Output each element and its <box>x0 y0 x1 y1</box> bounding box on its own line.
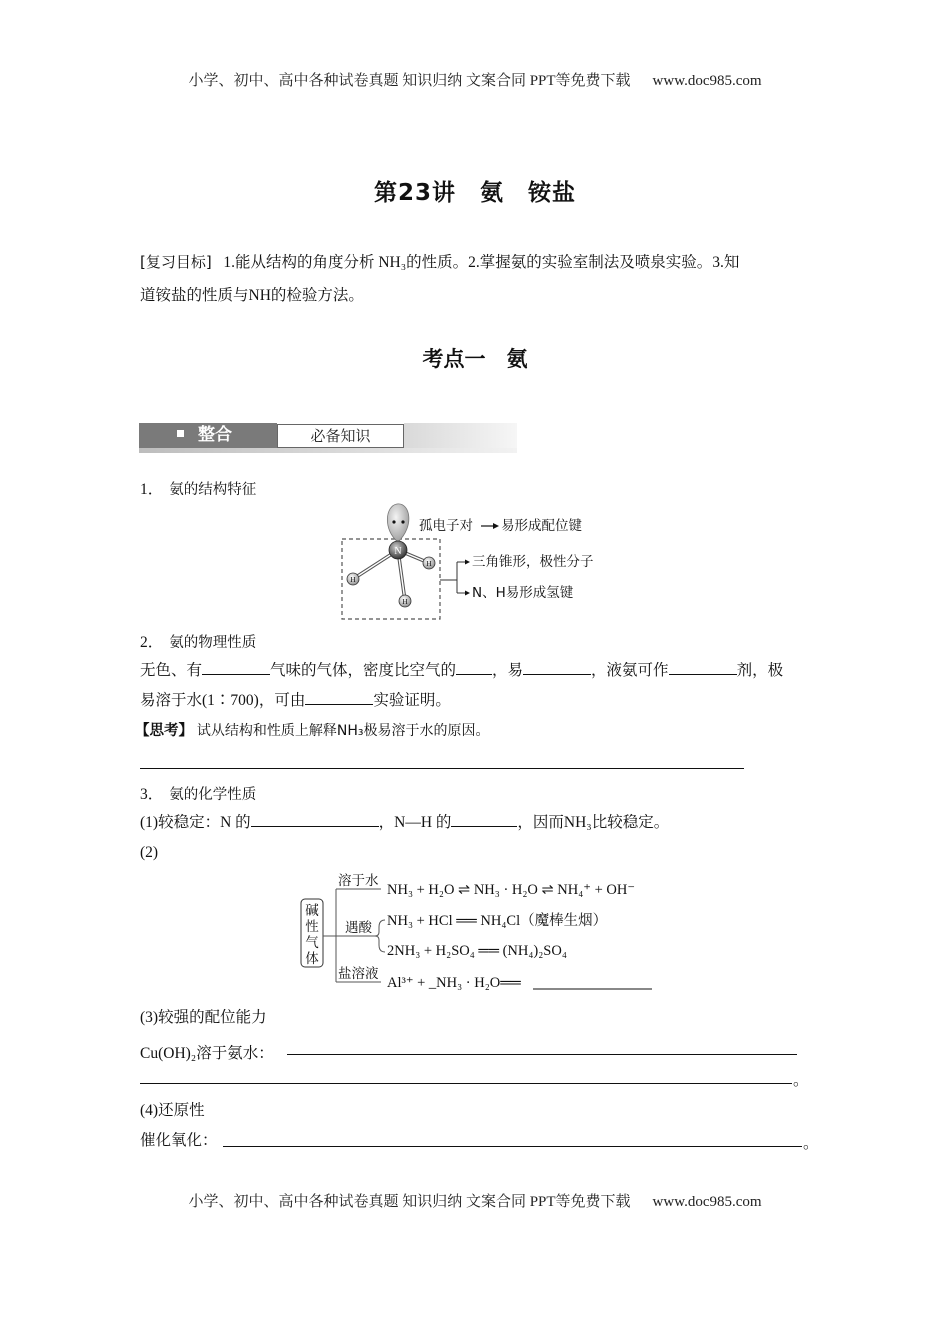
think-text: 试从结构和性质上解释NH₃极易溶于水的原因。 <box>196 723 490 739</box>
text: ，液氨可作 <box>591 662 669 679</box>
heading-text: 氨的化学性质 <box>169 787 257 803</box>
footer-text: 小学、初中、高中各种试卷真题 知识归纳 文案合同 PPT等免费下载 <box>188 1194 631 1210</box>
equation-acid-h2so4: 2NH₃ + H₂SO₄ ══ (NH₄)₂SO₄ <box>387 943 567 959</box>
banner-underline <box>139 448 517 453</box>
root-char: 碱 <box>305 903 319 919</box>
lone-pair-result-label: 易形成配位键 <box>501 518 582 534</box>
cuoh2-label: Cu(OH)₂溶于氨水： <box>140 1045 274 1062</box>
item-4-label: (4)还原性 <box>140 1102 205 1119</box>
review-goals-label: [复习目标] <box>140 253 212 271</box>
section-title: 考点一 氨 <box>422 347 528 371</box>
ammonia-structure-figure <box>335 500 635 625</box>
answer-line-cuoh2-cont[interactable] <box>140 1083 792 1084</box>
arrow-right-icon <box>465 591 470 596</box>
svg-text:H: H <box>350 575 356 584</box>
text: 实验证明。 <box>373 692 451 709</box>
blank-density[interactable] <box>456 659 492 675</box>
page-footer <box>0 1190 950 1211</box>
heading-text: 氨的结构特征 <box>169 482 257 498</box>
footer-url[interactable]: www.doc985.com <box>652 1194 762 1210</box>
item-3-label: (3)较强的配位能力 <box>140 1009 267 1026</box>
header-url[interactable]: www.doc985.com <box>652 73 762 89</box>
item-2-label: (2) <box>140 844 159 861</box>
svg-text:H: H <box>402 597 408 606</box>
branch-water-label: 溶于水 <box>338 873 379 889</box>
text: ，N—H 的 <box>378 814 452 831</box>
text: 易溶于水(1∶700)，可由 <box>140 692 306 709</box>
heading-number: 1． <box>140 481 164 498</box>
stability-line <box>140 808 815 838</box>
answer-line[interactable] <box>140 768 744 769</box>
review-goals-line1: 1.能从结构的角度分析 NH₃的性质。2.掌握氨的实验室制法及喷泉实验。3.知 <box>223 254 740 271</box>
hbond-label: N、H易形成氢键 <box>472 585 574 601</box>
think-label: 【思考】 <box>135 723 193 739</box>
heading-number: 2． <box>140 634 164 651</box>
physical-props-line1 <box>140 656 815 686</box>
branch-acid-label: 遇酸 <box>345 920 372 936</box>
heading-structure <box>140 477 256 499</box>
svg-text:H: H <box>426 559 432 568</box>
catalytic-oxidation-line <box>140 1126 815 1156</box>
heading-text: 氨的物理性质 <box>169 635 257 651</box>
svg-text:N: N <box>394 546 402 557</box>
section-banner <box>139 423 517 453</box>
text: ，易 <box>492 662 524 679</box>
answer-line-oxidation[interactable] <box>223 1146 802 1147</box>
header-text: 小学、初中、高中各种试卷真题 知识归纳 文案合同 PPT等免费下载 <box>188 73 631 89</box>
square-bullet-icon <box>177 430 184 437</box>
catalytic-oxidation-label: 催化氧化： <box>140 1132 218 1149</box>
root-char: 体 <box>305 951 319 967</box>
banner-dark-tab <box>139 423 277 448</box>
text: 剂，极 <box>736 662 784 679</box>
review-goals-line2: 道铵盐的性质与NH的检验方法。 <box>140 287 364 304</box>
text: 气味的气体，密度比空气的 <box>270 662 457 679</box>
root-char: 性 <box>305 919 319 935</box>
equation-salt: Al³⁺ + _NH₃ · H₂O══ <box>387 975 521 991</box>
blank-experiment[interactable] <box>305 689 373 705</box>
root-char: 气 <box>305 935 319 951</box>
blank-agent[interactable] <box>669 659 737 675</box>
think-prompt <box>135 716 810 746</box>
blank-nh-bond[interactable] <box>451 811 517 827</box>
branch-salt-label: 盐溶液 <box>338 966 379 982</box>
heading-chemical <box>140 782 256 804</box>
lone-pair-label: 孤电子对 <box>419 518 473 534</box>
text: ，因而NH₃比较稳定。 <box>517 814 670 831</box>
blank-liquefy[interactable] <box>523 659 591 675</box>
period: 。 <box>803 1135 819 1152</box>
heading-physical <box>140 630 256 652</box>
shape-label: 三角锥形，极性分子 <box>472 554 594 570</box>
equation-acid-hcl: NH₃ + HCl ══ NH₄Cl（魔棒生烟） <box>387 913 608 929</box>
page-title: 第23讲 氨 铵盐 <box>373 180 576 206</box>
text: (1)较稳定：N 的 <box>140 814 251 831</box>
answer-line-cuoh2[interactable] <box>287 1054 797 1055</box>
blank-n-structure[interactable] <box>251 811 379 827</box>
banner-light-tab: 必备知识 <box>277 424 404 448</box>
text: 无色、有 <box>140 662 203 679</box>
arrow-right-icon <box>465 560 470 565</box>
heading-number: 3． <box>140 786 164 803</box>
period: 。 <box>793 1072 809 1089</box>
blank-odor[interactable] <box>202 659 270 675</box>
physical-props-line2 <box>140 686 815 716</box>
arrow-right-icon <box>493 523 499 529</box>
review-goals <box>140 246 815 312</box>
equation-water: NH₃ + H₂O ⇌ NH₃ · H₂O ⇌ NH₄⁺ + OH⁻ <box>387 882 635 898</box>
basic-gas-reactions-figure <box>293 865 673 995</box>
page-header <box>0 69 950 90</box>
banner-dark-label: 整合 <box>198 425 232 445</box>
